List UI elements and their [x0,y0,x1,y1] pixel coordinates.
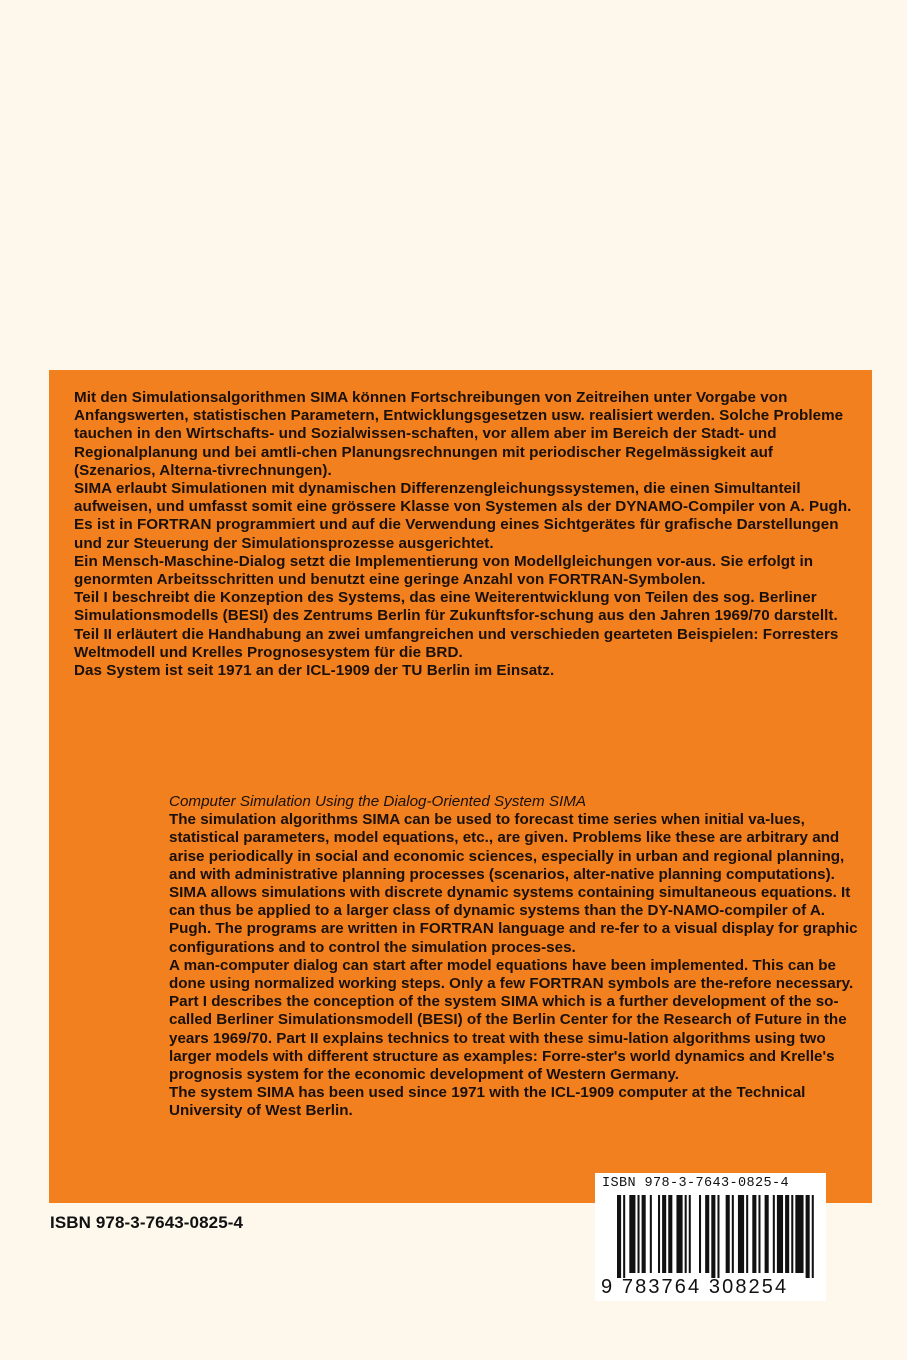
german-paragraph: Ein Mensch-Maschine-Dialog setzt die Implementierung von Modellgleichungen vor-aus. Sie erfolgt in genormten Arbeitsschritten und benutzt eine geringe Anzahl von FORTRAN-Symbolen. [74,552,814,589]
barcode-bar [777,1195,783,1273]
german-paragraph: Das System ist seit 1971 an der ICL-1909 der TU Berlin im Einsatz. [74,662,555,680]
barcode-bar [685,1195,687,1273]
german-blurb [74,389,854,680]
barcode-bar [785,1195,789,1273]
barcode-bar [705,1195,709,1273]
barcode-bar [717,1195,719,1278]
barcode-bar [623,1195,625,1278]
english-paragraph: The simulation algorithms SIMA can be used to forecast time series when initial va-lues, statistical parameters, model equations, etc., are given. Problems like these are arbitrary and arise periodically in social and economic sciences, especially in urban and regional planning, and with administrative planning processes (scenarios, alter-native planning computations). [169,811,845,883]
barcode-bar [711,1195,715,1278]
barcode-bar [650,1195,652,1273]
blurb-panel [49,370,872,1203]
german-paragraph: SIMA erlaubt Simulationen mit dynamischen Differenzengleichungssystemen, die einen Simultanteil aufweisen, und umfasst somit eine grössere Klasse von Systemen als der DYNAMO-Compiler von A. Pugh. Es ist in FORTRAN programmiert und auf die Verwendung eines Sichtgerätes für grafische Darstellungen und zur Steuerung der Simulationsprozesse ausgerichtet. [74,480,852,552]
isbn-label: ISBN 978-3-7643-0825-4 [50,1213,244,1232]
german-paragraph: Mit den Simulationsalgorithmen SIMA können Fortschreibungen von Zeitreihen unter Vorgabe von Anfangswerten, statistischen Parametern, Entwicklungsgesetzen usw. realisiert werden. Solche Probleme tauchen in den Wirtschafts- und Sozialwissen-schaften, vor allem aber im Bereich der Stadt- und Regionalplanung und bei amtli-chen Planungsrechnungen mit periodischer Regelmässigkeit auf (Szenarios, Alterna-tivrechnungen). [74,389,844,479]
barcode-isbn-text: ISBN 978-3-7643-0825-4 [602,1176,790,1191]
barcode-bar [765,1195,769,1273]
english-title: Computer Simulation Using the Dialog-Oriented System SIMA [169,793,586,810]
english-paragraph: The system SIMA has been used since 1971 with the ICL-1909 computer at the Technical University of West Berlin. [169,1084,806,1120]
barcode-bar [638,1195,640,1273]
barcode-digits: 9 783764 308254 [601,1276,789,1298]
barcode-bar [806,1195,810,1278]
barcode-bar [699,1195,701,1273]
barcode-bar [746,1195,748,1273]
barcode-bar [738,1195,744,1273]
barcode-bar [752,1195,756,1273]
english-paragraph: SIMA allows simulations with discrete dynamic systems containing simultaneous equations. It can thus be applied to a larger class of dynamic systems than the DY-NAMO-compiler of A. Pugh. The programs are written in FORTRAN language and re-fer to a visual display for graphic configurations and to control the simulation proces-ses. [169,884,858,956]
english-paragraph: A man-computer dialog can start after model equations have been implemented. This can be done using normalized working steps. Only a few FORTRAN symbols are the-refore necessary. [169,956,854,993]
barcode-bar [758,1195,760,1273]
barcode [595,1173,826,1301]
barcode-bar [629,1195,635,1273]
barcode-bar [676,1195,682,1273]
barcode-bar [617,1195,621,1278]
barcode-bar [662,1195,666,1273]
barcode-bar [668,1195,672,1273]
barcode-bar [732,1195,734,1273]
barcode-bar [689,1195,691,1273]
barcode-bar [658,1195,660,1273]
english-paragraph: Part I describes the conception of the system SIMA which is a further development of the so-called Berliner Simulationsmodell (BESI) of the Berlin Center for the Research of Future in the years 1969/70. Part II explains technics to treat with these simu-lation algorithms using two larger models with different structure as examples: Forre-ster's world dynamics and Krelle's prognosis system for the economic development of Western Germany. [169,993,847,1084]
barcode-bar [773,1195,775,1273]
german-paragraph: Teil I beschreibt die Konzeption des Systems, das eine Weiterentwicklung von Teilen des sog. Berliner Simulationsmodells (BESI) des Zentrums Berlin für Zukunftsfor-schung aus den Jahren 1969/70 darstellt. Teil II erläutert die Handhabung an zwei umfangreichen und verschieden gearteten Beispielen: Forresters Weltmodell und Krelles Prognosesystem für die BRD. [74,589,839,661]
barcode-bar [642,1195,646,1273]
barcode-bar [795,1195,803,1273]
barcode-bar [726,1195,730,1273]
english-blurb [169,793,859,1121]
barcode-bar [791,1195,793,1273]
barcode-bar [812,1195,814,1278]
